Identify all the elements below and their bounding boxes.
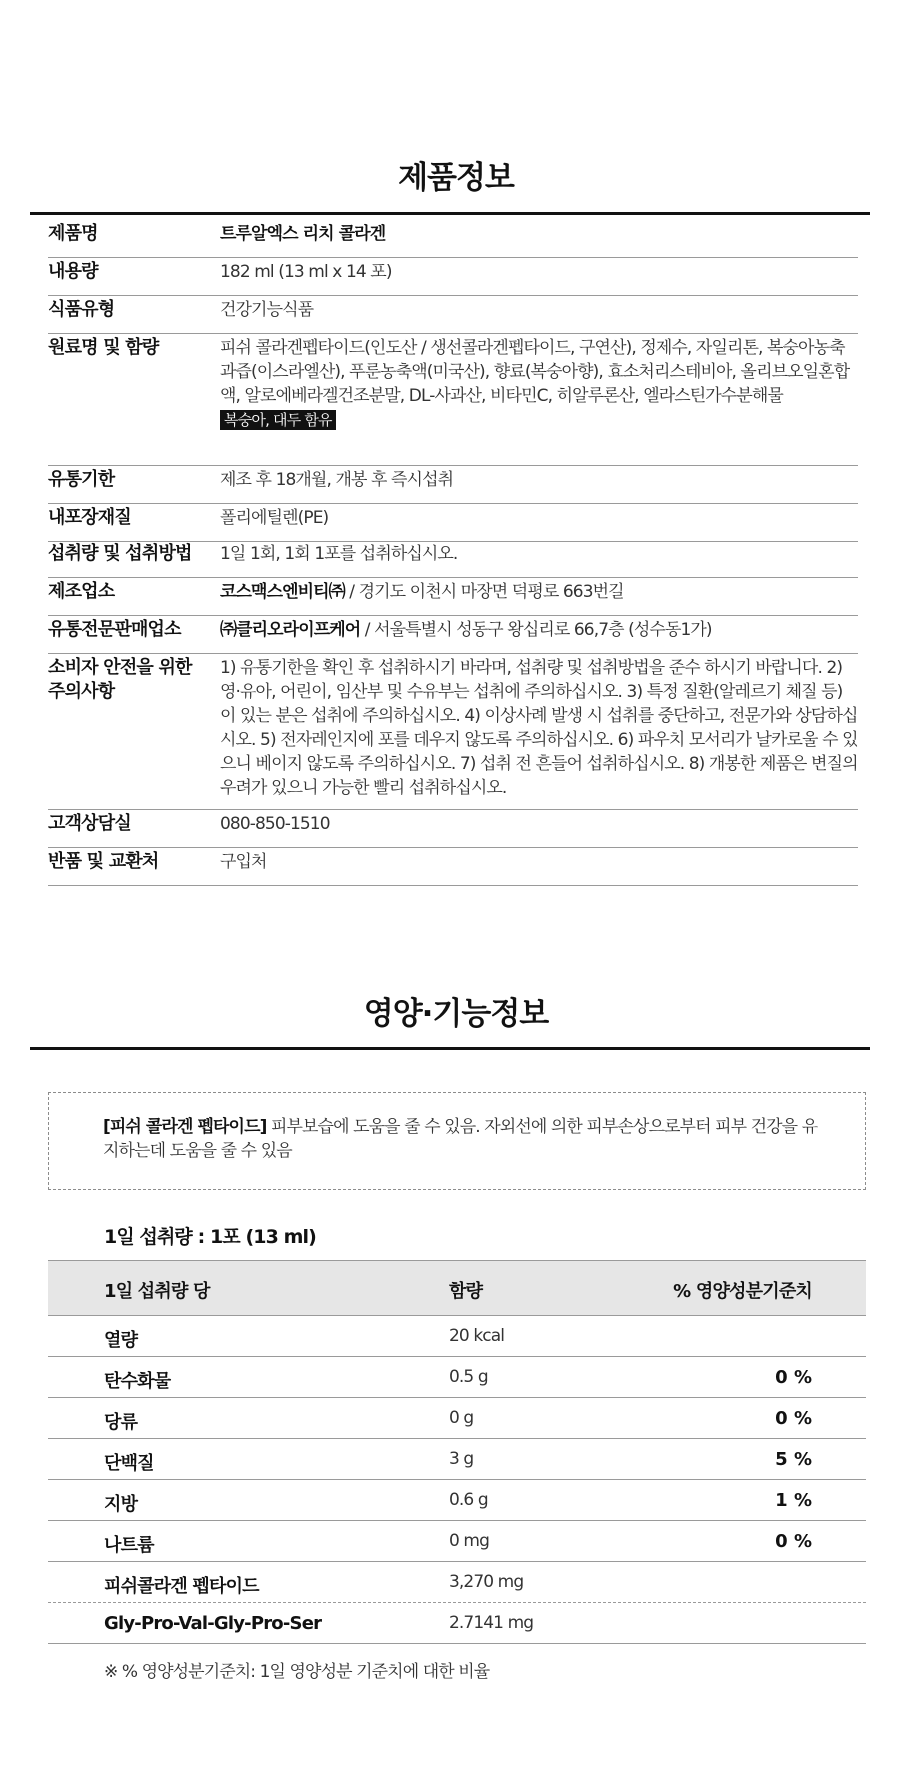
- product-info-title: 제품정보: [398, 160, 514, 196]
- info-label: 제품명: [48, 223, 98, 244]
- nutrient-percent: 1 %: [775, 1490, 812, 1511]
- info-row-expiry: [48, 468, 858, 504]
- info-label: 유통기한: [48, 469, 115, 490]
- nutrient-amount: 2.7141 mg: [449, 1613, 534, 1633]
- table-row: [48, 1398, 866, 1439]
- header-percent: % 영양성분기준치: [673, 1281, 812, 1302]
- nutrient-amount: 0.5 g: [449, 1367, 488, 1387]
- info-row-ingredients: [48, 336, 858, 466]
- nutrient-name: 열량: [104, 1330, 138, 1351]
- nutrition-table-header: [48, 1260, 866, 1316]
- info-label: 원료명 및 함량: [48, 337, 159, 358]
- nutrient-percent: 0 %: [775, 1531, 812, 1552]
- nutrient-amount: 3 g: [449, 1449, 474, 1469]
- info-label: 소비자 안전을 위한 주의사항: [48, 657, 192, 702]
- nutrient-name: 탄수화물: [104, 1371, 171, 1392]
- function-text: [103, 1115, 823, 1163]
- info-label: 내용량: [48, 261, 98, 282]
- nutrient-percent: 5 %: [775, 1449, 812, 1470]
- footnote: ※ % 영양성분기준치: 1일 영양성분 기준치에 대한 비율: [104, 1662, 490, 1682]
- info-row-product-name: [48, 222, 858, 258]
- table-row: [48, 1603, 866, 1644]
- nutrient-percent: 0 %: [775, 1367, 812, 1388]
- info-label: 식품유형: [48, 299, 115, 320]
- info-row-packaging: [48, 506, 858, 542]
- nutrient-amount: 3,270 mg: [449, 1572, 524, 1592]
- serving-size: 1일 섭취량 : 1포 (13 ml): [104, 1226, 316, 1248]
- info-value: 건강기능식품: [220, 300, 314, 320]
- info-label: 섭취량 및 섭취방법: [48, 543, 192, 564]
- table-row: [48, 1562, 866, 1603]
- table-row: [48, 1521, 866, 1562]
- function-name: [피쉬 콜라겐 펩타이드]: [103, 1117, 267, 1137]
- nutrient-name: 나트륨: [104, 1535, 154, 1556]
- info-value: 182 ml (13 ml x 14 포): [220, 262, 392, 282]
- nutrient-amount: 0 mg: [449, 1531, 489, 1551]
- nutrient-name: Gly-Pro-Val-Gly-Pro-Ser: [104, 1613, 322, 1634]
- info-value-precautions: 1) 유통기한을 확인 후 섭취하시기 바라며, 섭취량 및 섭취방법을 준수 하시기 바랍니다. 2) 영·유아, 어린이, 임산부 및 수유부는 섭취에 주의하십시오. 3) 특정 질환(알레르기 체질 등) 이 있는 분은 섭취에 주의하십시오. 4) 이상사례 발생 시 섭취를 중단하고, 전문가와 상담하십시오. 5) 전자레인지에 포를 데우지 않도록 주의하십시오. 6) 파우치 모서리가 날카로울 수 있으니 베이지 않도록 주의하십시오. 7) 섭취 전 흔들어 섭취하십시오. 8) 개봉한 제품은 변질의 우려가 있으니 가능한 빨리 섭취하십시오.: [220, 658, 858, 798]
- manufacturer-address: / 경기도 이천시 마장면 덕평로 663번길: [344, 582, 624, 602]
- info-label: 제조업소: [48, 581, 115, 602]
- info-row-intake: [48, 542, 858, 578]
- info-row-food-type: [48, 298, 858, 334]
- distributor-address: / 서울특별시 성동구 왕십리로 66,7층 (성수동1가): [360, 620, 712, 640]
- info-label: 내포장재질: [48, 507, 131, 528]
- info-row-precautions: [48, 656, 858, 810]
- info-row-manufacturer: [48, 580, 858, 616]
- manufacturer-name: 코스맥스엔비티㈜: [220, 582, 345, 602]
- info-row-distributor: [48, 618, 858, 654]
- table-row: [48, 1480, 866, 1521]
- nutrient-amount: 0.6 g: [449, 1490, 488, 1510]
- title-divider: [30, 212, 870, 215]
- nutrient-percent: 0 %: [775, 1408, 812, 1429]
- info-row-customer-service: [48, 812, 858, 848]
- allergen-badge: 복숭아, 대두 함유: [220, 410, 336, 430]
- info-label: 유통전문판매업소: [48, 619, 181, 640]
- nutrient-name: 피쉬콜라겐 펩타이드: [104, 1576, 259, 1597]
- info-value: [220, 618, 860, 642]
- table-row: [48, 1439, 866, 1480]
- function-box: [48, 1092, 866, 1190]
- info-value: [220, 580, 860, 604]
- nutrition-title: 영양·기능정보: [363, 996, 549, 1032]
- header-name: 1일 섭취량 당: [104, 1281, 210, 1302]
- title-divider: [30, 1047, 870, 1050]
- nutrient-amount: 0 g: [449, 1408, 474, 1428]
- info-row-volume: [48, 260, 858, 296]
- info-label: 반품 및 교환처: [48, 851, 159, 872]
- info-label: 고객상담실: [48, 813, 131, 834]
- info-value: 폴리에틸렌(PE): [220, 508, 329, 528]
- nutrient-amount: 20 kcal: [449, 1326, 505, 1346]
- header-amount: 함량: [449, 1281, 483, 1302]
- info-value: 구입처: [220, 852, 267, 872]
- table-row: [48, 1357, 866, 1398]
- nutrient-name: 당류: [104, 1412, 138, 1433]
- info-value: 트루알엑스 리치 콜라겐: [220, 224, 386, 244]
- info-row-returns: [48, 850, 858, 886]
- distributor-name: ㈜클리오라이프케어: [220, 620, 361, 640]
- info-value: 1일 1회, 1회 1포를 섭취하십시오.: [220, 544, 458, 564]
- nutrient-name: 지방: [104, 1494, 138, 1515]
- nutrient-name: 단백질: [104, 1453, 154, 1474]
- table-row: [48, 1316, 866, 1357]
- function-description: 피부보습에 도움을 줄 수 있음. 자외선에 의한 피부손상으로부터 피부 건강을 유지하는데 도움을 줄 수 있음: [103, 1117, 818, 1161]
- info-value: 080-850-1510: [220, 814, 330, 834]
- info-value-ingredients: [220, 336, 860, 432]
- ingredients-text: 피쉬 콜라겐펩타이드(인도산 / 생선콜라겐펩타이드, 구연산), 정제수, 자일리톤, 복숭아농축과즙(이스라엘산), 푸룬농축액(미국산), 향료(복숭아향), 효소처리스테비아, 올리브오일혼합액, 알로에베라겔건조분말, DL-사과산, 비타민C, 히알루론산, 엘라스틴가수분해물: [220, 338, 850, 406]
- info-value: 제조 후 18개월, 개봉 후 즉시섭취: [220, 470, 454, 490]
